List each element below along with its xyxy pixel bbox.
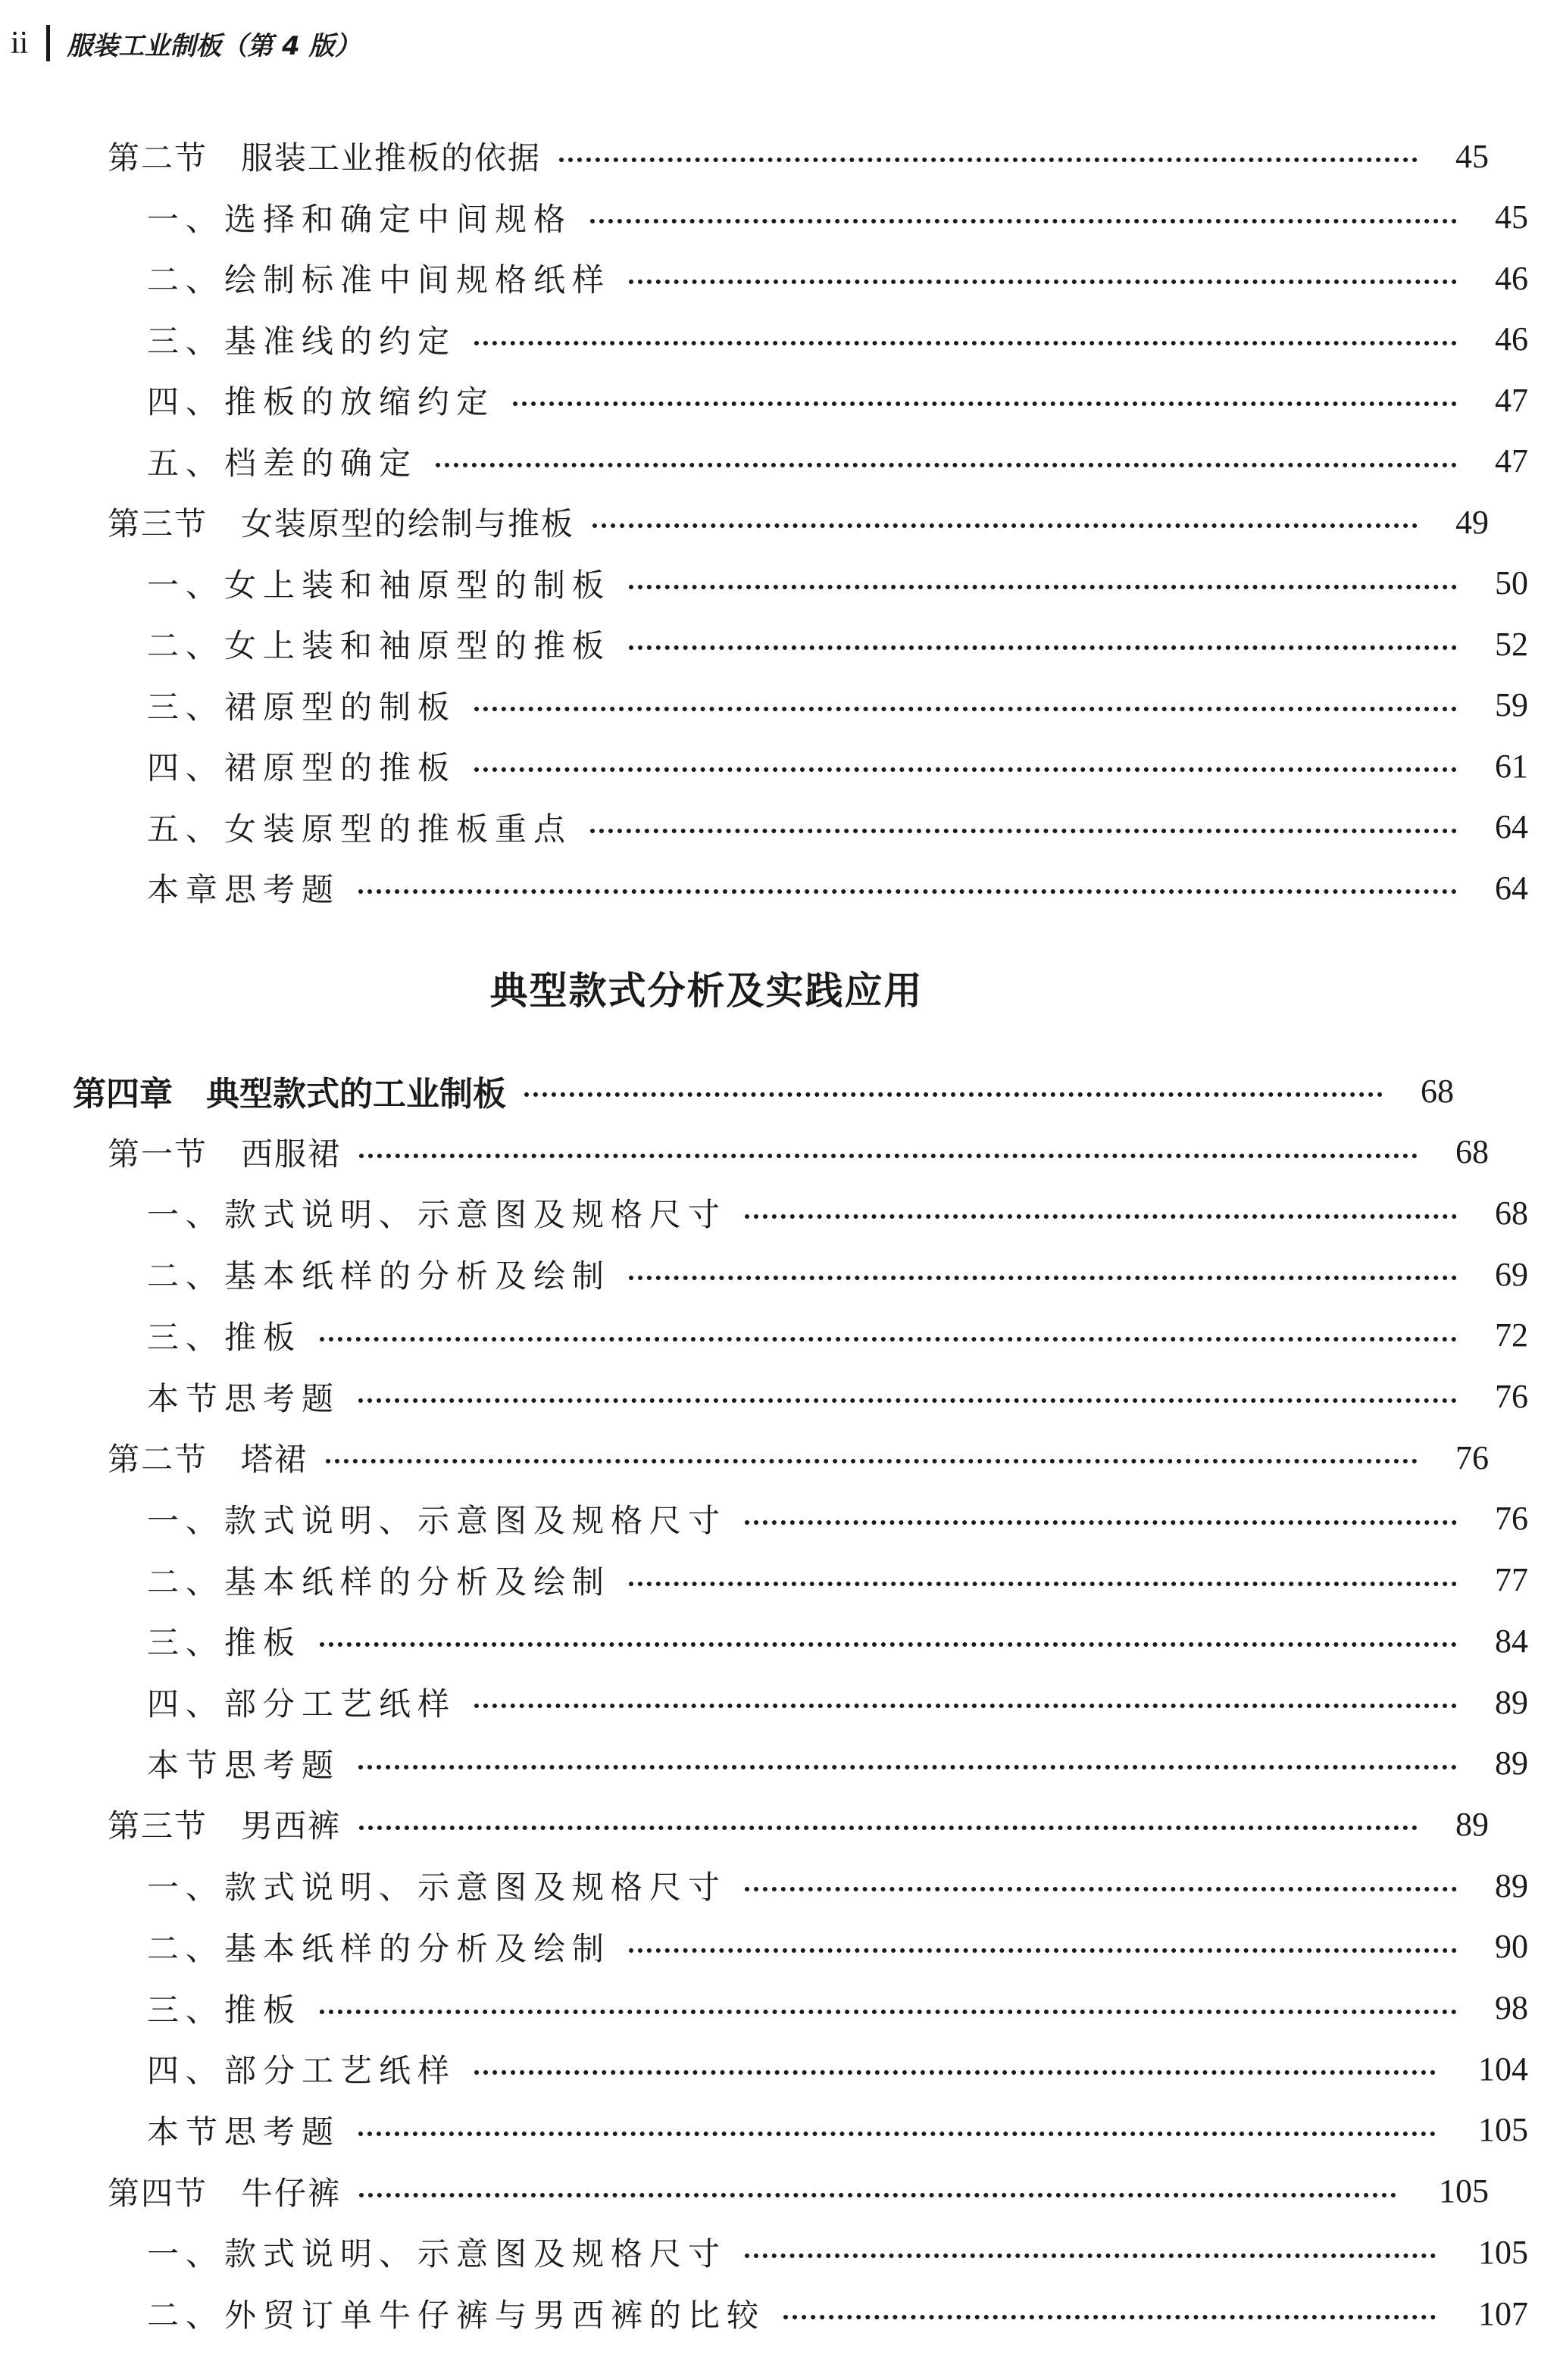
toc-entry-label: 第二节 服装工业推板的依据 xyxy=(108,139,542,176)
dot-leader xyxy=(590,219,1457,223)
toc-entry-label: 五、女装原型的推板重点 xyxy=(147,810,573,848)
toc-entry-item[interactable] xyxy=(0,617,1560,671)
toc-entry-item[interactable] xyxy=(0,1370,1560,1424)
toc-entry-page: 89 xyxy=(1495,1866,1528,1904)
toc-entry-item[interactable] xyxy=(0,1185,1560,1240)
toc-entry-label: 一、款式说明、示意图及规格尺寸 xyxy=(147,1501,727,1539)
toc-entry-page: 45 xyxy=(1455,137,1489,175)
toc-entry-page: 64 xyxy=(1495,808,1528,845)
toc-entry-item[interactable] xyxy=(0,556,1560,611)
dot-leader xyxy=(320,1337,1457,1341)
dot-leader xyxy=(513,401,1457,406)
toc-entry-label: 第三节 男西裤 xyxy=(108,1807,342,1845)
toc-entry-item[interactable] xyxy=(0,1919,1560,1974)
toc-entry-item[interactable] xyxy=(0,1736,1560,1791)
toc-entry-page: 76 xyxy=(1455,1438,1489,1476)
dot-leader xyxy=(745,1214,1457,1219)
toc-entry-label: 第二节 塔裙 xyxy=(108,1441,308,1479)
toc-entry-label: 一、选择和确定中间规格 xyxy=(147,200,573,238)
dot-leader xyxy=(474,2070,1436,2075)
dot-leader xyxy=(359,2193,1396,2197)
toc-entry-section[interactable] xyxy=(0,129,1521,183)
toc-entry-label: 本节思考题 xyxy=(147,1746,341,1784)
dot-leader xyxy=(474,767,1457,772)
toc-entry-page: 104 xyxy=(1478,2050,1528,2088)
dot-leader xyxy=(590,829,1457,833)
toc-entry-page: 89 xyxy=(1455,1805,1489,1843)
toc-entry-label: 本章思考题 xyxy=(147,871,341,908)
toc-entry-item[interactable] xyxy=(0,1675,1560,1729)
toc-entry-page: 98 xyxy=(1495,1989,1528,2026)
toc-entry-page: 47 xyxy=(1495,381,1528,419)
dot-leader xyxy=(320,1642,1457,1647)
toc-entry-page: 105 xyxy=(1478,2233,1528,2271)
toc-entry-label: 四、部分工艺纸样 xyxy=(147,2052,457,2090)
dot-leader xyxy=(629,1276,1457,1280)
toc-entry-item[interactable] xyxy=(0,1247,1560,1301)
toc-entry-label: 三、推板 xyxy=(147,1991,302,2029)
toc-entry-item[interactable] xyxy=(0,1858,1560,1913)
toc-entry-label: 二、外贸订单牛仔裤与男西裤的比较 xyxy=(147,2297,766,2334)
toc-entry-label: 本节思考题 xyxy=(147,1379,341,1417)
toc-entry-item[interactable] xyxy=(0,251,1560,305)
toc-entry-page: 68 xyxy=(1421,1072,1454,1110)
part-title: 典型款式分析及实践应用 xyxy=(489,969,924,1013)
toc-entry-item[interactable] xyxy=(0,312,1560,367)
toc-entry-page: 47 xyxy=(1495,442,1528,479)
dot-leader xyxy=(358,1765,1457,1769)
toc-entry-page: 52 xyxy=(1495,625,1528,663)
toc-entry-page: 64 xyxy=(1495,869,1528,907)
toc-entry-label: 第四章 典型款式的工业制板 xyxy=(73,1075,506,1113)
toc-entry-page: 89 xyxy=(1495,1744,1528,1782)
toc-entry-item[interactable] xyxy=(0,1553,1560,1607)
toc-entry-item[interactable] xyxy=(0,1491,1560,1546)
toc-entry-item[interactable] xyxy=(0,2041,1560,2096)
toc-entry-page: 45 xyxy=(1495,198,1528,236)
toc-entry-section[interactable] xyxy=(0,1797,1521,1851)
toc-entry-item[interactable] xyxy=(0,1308,1560,1363)
toc-entry-page: 46 xyxy=(1495,320,1528,358)
dot-leader xyxy=(326,1459,1418,1463)
toc-entry-item[interactable] xyxy=(0,190,1560,245)
toc-entry-item[interactable] xyxy=(0,800,1560,854)
toc-entry-page: 84 xyxy=(1495,1622,1528,1660)
toc-entry-item[interactable] xyxy=(0,860,1560,915)
toc-entry-label: 本节思考题 xyxy=(147,2113,341,2150)
toc-entry-page: 105 xyxy=(1478,2111,1528,2149)
toc-entry-page: 72 xyxy=(1495,1316,1528,1354)
dot-leader xyxy=(629,1582,1457,1586)
dot-leader xyxy=(745,2254,1436,2258)
dot-leader xyxy=(359,1154,1418,1158)
toc-entry-item[interactable] xyxy=(0,373,1560,427)
dot-leader xyxy=(358,889,1457,894)
book-title: 服装工业制板（第 4 版） xyxy=(67,30,361,61)
toc-entry-page: 46 xyxy=(1495,259,1528,297)
dot-leader xyxy=(474,1704,1457,1708)
dot-leader xyxy=(359,1826,1418,1830)
toc-entry-page: 90 xyxy=(1495,1928,1528,1966)
toc-entry-label: 二、基本纸样的分析及绘制 xyxy=(147,1929,611,1967)
toc-entry-page: 68 xyxy=(1455,1133,1489,1171)
dot-leader xyxy=(629,1948,1457,1953)
dot-leader xyxy=(436,463,1457,467)
toc-entry-page: 107 xyxy=(1478,2294,1528,2332)
dot-leader xyxy=(592,523,1418,528)
toc-entry-chapter[interactable] xyxy=(0,1064,1486,1118)
toc-entry-label: 三、基准线的约定 xyxy=(147,322,457,360)
toc-entry-item[interactable] xyxy=(0,2286,1560,2341)
dot-leader xyxy=(745,1520,1457,1525)
toc-entry-section[interactable] xyxy=(0,1125,1521,1179)
dot-leader xyxy=(358,1398,1457,1403)
toc-entry-page: 61 xyxy=(1495,747,1528,785)
dot-leader xyxy=(474,707,1457,711)
toc-entry-label: 二、女上装和袖原型的推板 xyxy=(147,627,611,664)
toc-entry-label: 第一节 西服裙 xyxy=(108,1135,342,1173)
toc-entry-label: 三、推板 xyxy=(147,1624,302,1662)
toc-entry-item[interactable] xyxy=(0,434,1560,489)
toc-entry-label: 三、裙原型的制板 xyxy=(147,688,457,726)
toc-entry-page: 105 xyxy=(1439,2172,1489,2210)
toc-entry-label: 第三节 女装原型的绘制与推板 xyxy=(108,505,575,542)
toc-entry-page: 50 xyxy=(1495,564,1528,601)
dot-leader xyxy=(524,1092,1383,1097)
toc-entry-page: 76 xyxy=(1495,1500,1528,1538)
toc-entry-label: 一、款式说明、示意图及规格尺寸 xyxy=(147,2235,727,2273)
toc-entry-label: 一、女上装和袖原型的制板 xyxy=(147,566,611,604)
dot-leader xyxy=(320,2010,1457,2014)
toc-entry-label: 三、推板 xyxy=(147,1318,302,1356)
header-divider xyxy=(46,25,50,61)
toc-entry-section[interactable] xyxy=(0,1430,1521,1485)
toc-entry-item[interactable] xyxy=(0,678,1560,732)
toc-entry-label: 二、绘制标准中间规格纸样 xyxy=(147,261,611,298)
toc-entry-label: 第四节 牛仔裤 xyxy=(108,2174,342,2212)
toc-entry-label: 四、裙原型的推板 xyxy=(147,749,457,786)
toc-entry-page: 89 xyxy=(1495,1683,1528,1721)
dot-leader xyxy=(559,158,1418,162)
toc-entry-page: 68 xyxy=(1495,1194,1528,1232)
toc-entry-item[interactable] xyxy=(0,739,1560,793)
toc-entry-page: 69 xyxy=(1495,1255,1528,1293)
toc-entry-section[interactable] xyxy=(0,495,1521,549)
toc-entry-item[interactable] xyxy=(0,2103,1560,2157)
toc-entry-label: 四、推板的放缩约定 xyxy=(147,383,496,420)
toc-entry-item[interactable] xyxy=(0,1981,1560,2035)
toc-entry-page: 77 xyxy=(1495,1561,1528,1599)
page-number: ii xyxy=(11,26,29,61)
toc-entry-item[interactable] xyxy=(0,1613,1560,1668)
dot-leader xyxy=(474,341,1457,345)
toc-entry-label: 二、基本纸样的分析及绘制 xyxy=(147,1563,611,1601)
toc-entry-page: 49 xyxy=(1455,503,1489,541)
toc-entry-label: 一、款式说明、示意图及规格尺寸 xyxy=(147,1869,727,1907)
toc-entry-item[interactable] xyxy=(0,2225,1560,2279)
running-header xyxy=(11,17,361,70)
toc-entry-label: 一、款式说明、示意图及规格尺寸 xyxy=(147,1196,727,1234)
dot-leader xyxy=(358,2132,1436,2136)
dot-leader xyxy=(745,1887,1457,1891)
toc-entry-label: 四、部分工艺纸样 xyxy=(147,1685,457,1723)
toc-entry-section[interactable] xyxy=(0,2164,1521,2219)
dot-leader xyxy=(629,585,1457,589)
toc-entry-page: 76 xyxy=(1495,1378,1528,1415)
toc-entry-page: 59 xyxy=(1495,686,1528,723)
toc-entry-label: 五、档差的确定 xyxy=(147,444,418,482)
toc-entry-label: 二、基本纸样的分析及绘制 xyxy=(147,1257,611,1295)
dot-leader xyxy=(783,2315,1436,2319)
dot-leader xyxy=(629,280,1457,284)
dot-leader xyxy=(629,645,1457,650)
